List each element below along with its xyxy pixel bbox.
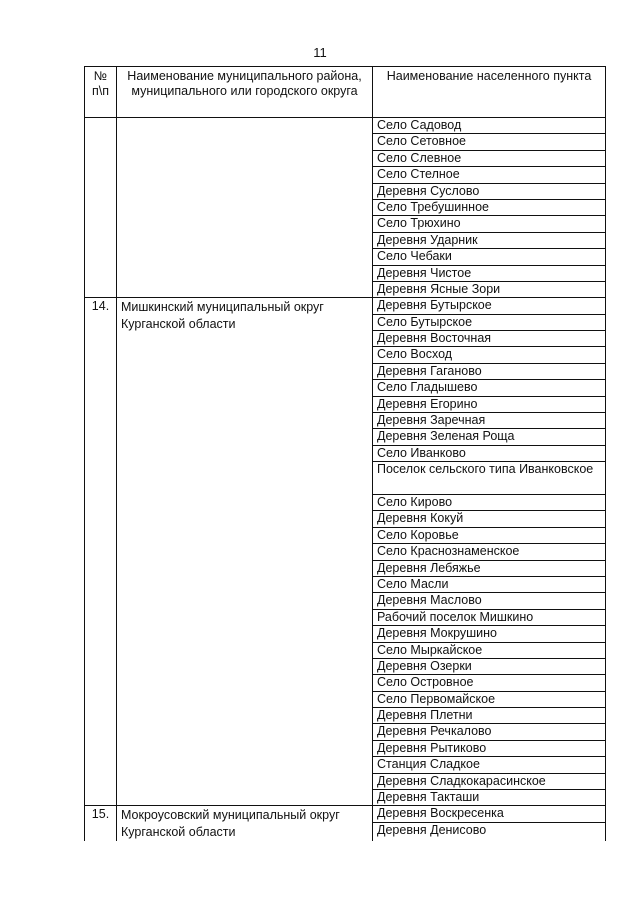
header-district: Наименование муниципального района, муниципального или городского округа xyxy=(117,67,373,118)
district-name: Мишкинский муниципальный округ Курганской области xyxy=(117,298,373,806)
settlement-item: Село Требушинное xyxy=(373,200,605,216)
settlement-item: Деревня Ясные Зори xyxy=(377,281,501,296)
settlement-item: Деревня Озерки xyxy=(373,659,605,675)
settlement-item: Деревня Воскресенка xyxy=(373,806,605,822)
settlement-item: Деревня Зеленая Роща xyxy=(373,429,605,445)
settlement-item: Деревня Восточная xyxy=(373,331,605,347)
settlement-item: Село Краснознаменское xyxy=(373,544,605,560)
header-number: № п\п xyxy=(85,67,117,118)
settlement-list xyxy=(373,298,606,806)
settlement-item: Деревня Егорино xyxy=(373,397,605,413)
settlement-item: Село Масли xyxy=(373,577,605,593)
settlement-item: Село Гладышево xyxy=(373,380,605,396)
settlement-item: Деревня Плетни xyxy=(373,708,605,724)
settlement-item: Село Чебаки xyxy=(373,249,605,265)
table-header-row xyxy=(85,67,606,118)
settlement-item: Село Первомайское xyxy=(373,692,605,708)
row-number: 15. xyxy=(85,806,117,841)
district-name: Мокроусовский муниципальный округ Курганской области xyxy=(117,806,373,841)
settlements-table xyxy=(84,66,606,841)
settlement-item: Поселок сельского типа Иванковское xyxy=(373,462,605,495)
settlement-item: Деревня Рытиково xyxy=(373,741,605,757)
settlement-item: Деревня Бутырское xyxy=(373,298,605,314)
settlement-item: Деревня Гаганово xyxy=(373,364,605,380)
settlement-item: Село Восход xyxy=(373,347,605,363)
table-row xyxy=(85,118,606,298)
table-body xyxy=(85,118,606,842)
settlement-item: Деревня Сладкокарасинское xyxy=(373,774,605,790)
settlement-list xyxy=(373,118,606,298)
settlement-item: Деревня Денисово xyxy=(377,822,487,837)
district-name xyxy=(117,118,373,298)
settlement-item: Деревня Чистое xyxy=(373,266,605,282)
settlement-item: Село Сетовное xyxy=(373,134,605,150)
page-number: 11 xyxy=(313,45,327,60)
settlement-item: Село Мыркайское xyxy=(373,643,605,659)
settlement-list xyxy=(373,806,606,841)
settlement-item: Село Иванково xyxy=(373,446,605,462)
table-row xyxy=(85,806,606,841)
row-number xyxy=(85,118,117,298)
settlement-item: Рабочий поселок Мишкино xyxy=(373,610,605,626)
settlement-item: Село Слевное xyxy=(373,151,605,167)
settlement-item: Деревня Суслово xyxy=(373,184,605,200)
settlement-item: Село Трюхино xyxy=(373,216,605,232)
settlement-item: Село Садовод xyxy=(373,118,605,134)
settlement-item: Станция Сладкое xyxy=(373,757,605,773)
settlement-item: Село Бутырское xyxy=(373,315,605,331)
settlement-item: Село Коровье xyxy=(373,528,605,544)
settlement-item: Село Стелное xyxy=(373,167,605,183)
settlement-item: Деревня Такташи xyxy=(377,790,480,805)
row-number: 14. xyxy=(85,298,117,806)
header-settlement: Наименование населенного пункта xyxy=(373,67,606,118)
settlement-item: Деревня Речкалово xyxy=(373,724,605,740)
settlement-item: Село Островное xyxy=(373,675,605,691)
settlement-item: Деревня Маслово xyxy=(373,593,605,609)
settlement-item: Деревня Лебяжье xyxy=(373,561,605,577)
settlement-item: Деревня Заречная xyxy=(373,413,605,429)
table-row xyxy=(85,298,606,806)
settlement-item: Деревня Ударник xyxy=(373,233,605,249)
settlement-item: Село Кирово xyxy=(373,495,605,511)
settlement-item: Деревня Кокуй xyxy=(373,511,605,527)
settlement-item: Деревня Мокрушино xyxy=(373,626,605,642)
